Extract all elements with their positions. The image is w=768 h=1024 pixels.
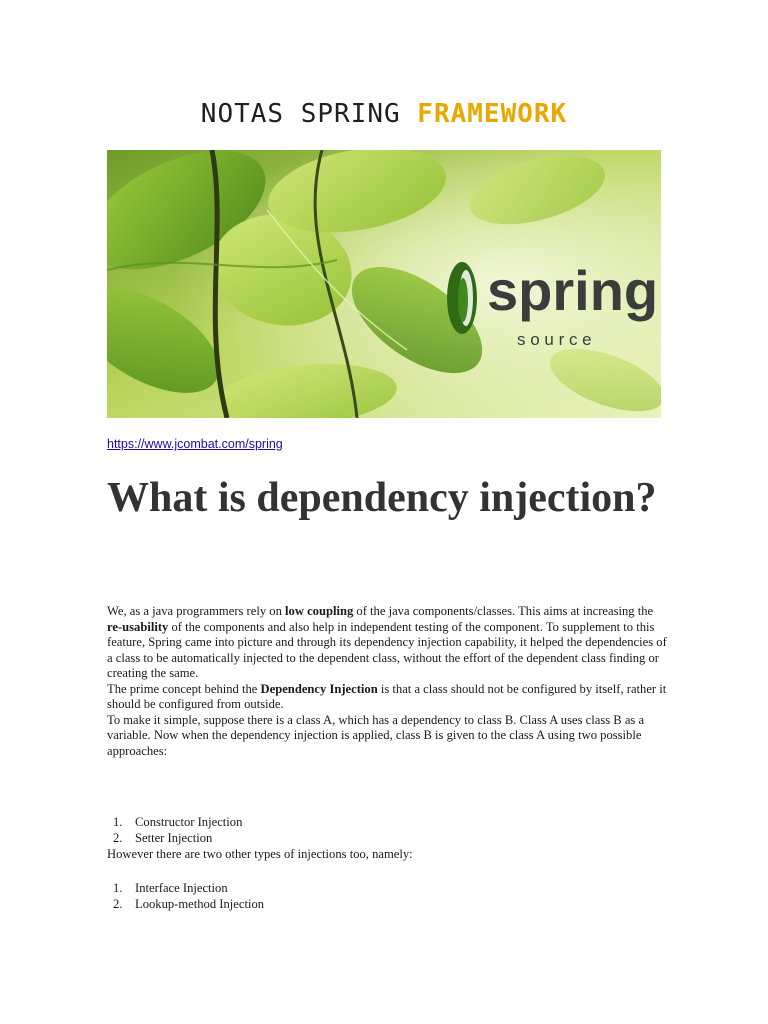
- source-link[interactable]: https://www.jcombat.com/spring: [107, 437, 283, 451]
- body-text: [107, 604, 667, 759]
- list-number: 1.: [113, 881, 123, 895]
- text-run: The prime concept behind the: [107, 681, 261, 696]
- title-part-framework: FRAMEWORK: [417, 99, 568, 129]
- paragraph-make-it-simple: To make it simple, suppose there is a class A, which has a dependency to class B. Class A uses class B as a variable. Now when the dependency injection is applied, class B is given to the class A using two possible approaches:: [107, 712, 645, 758]
- other-types-text: However there are two other types of injections too, namely:: [107, 847, 413, 861]
- list-number: 2.: [113, 830, 123, 845]
- text-run: We, as a java programmers rely on: [107, 604, 286, 618]
- text-run: of the java components/classes. This aims at increasing the: [353, 604, 654, 618]
- list-text: Setter Injection: [135, 830, 213, 845]
- paragraph-low-coupling: [107, 604, 667, 682]
- bold-dependency-injection: Dependency Injection: [260, 681, 378, 696]
- bold-re-usability: re-usability: [107, 619, 169, 634]
- spring-hero-image: [107, 150, 661, 418]
- approaches-list: [107, 815, 507, 846]
- list-item: [107, 881, 507, 897]
- list-item: [107, 815, 507, 831]
- list-text: Constructor Injection: [135, 815, 243, 829]
- document-title: [0, 99, 768, 129]
- title-part-notas-spring: NOTAS SPRING: [200, 99, 401, 129]
- other-injections-list: [107, 881, 507, 912]
- spring-logo-word: spring: [487, 259, 659, 322]
- list-text: Lookup-method Injection: [135, 896, 265, 911]
- list-text: Interface Injection: [135, 881, 228, 895]
- leaves-picture: [107, 150, 661, 418]
- text-run: is that a class should not be configured by itself, rather it should be configured from outside.: [107, 681, 667, 711]
- list-number: 1.: [113, 815, 123, 829]
- spring-logo-sub: s o u r c e: [517, 330, 592, 349]
- paragraph-prime-concept: [107, 682, 667, 713]
- list-item: [107, 831, 507, 847]
- section-heading: What is dependency injection?: [107, 475, 657, 521]
- list-item: [107, 897, 507, 913]
- bold-low-coupling: low coupling: [285, 604, 354, 618]
- text-run: of the components and also help in independent testing of the component. To supplement to this feature, Spring came into picture and through its dependency injection capability, it helped the dependencies of a class to be automatically injected to the dependent class, without the effort of the dependent class finding or creating the same.: [107, 619, 667, 680]
- list-number: 2.: [113, 896, 123, 911]
